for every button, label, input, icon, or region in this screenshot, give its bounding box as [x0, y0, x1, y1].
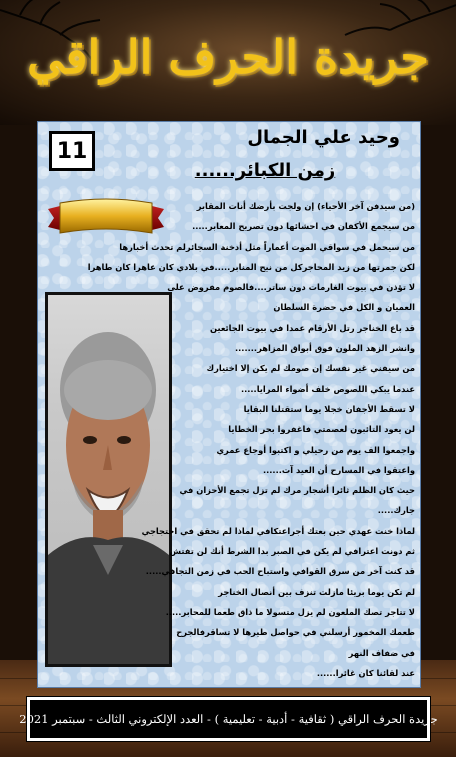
poem-verse-line: العميان و الكل في حضرة السلطان	[273, 302, 415, 313]
poem-verse-line: من سيجمع الأكفان في احشائها دون تصريح المعابر.....	[192, 221, 415, 232]
poem-verse-line: لا تؤذن في بيوت الغارمات دون ساتر....فالصوم مفروض على	[167, 282, 415, 293]
poem-verse-line: قد كنت آخر من سرق القوافي واستباح الحب في زمن التجافي.....	[145, 566, 415, 577]
poem-verse-line: في ضفاف النهر	[348, 647, 415, 658]
page-number: 11	[49, 131, 95, 171]
poem-verse-line: عند لقائنا كان غائرا......	[316, 667, 415, 678]
poem-verse-line: من سيفني غير نفسك إن صومك لم يكن إلا اختيارك	[206, 363, 415, 374]
poem-verse-line: لم تكن يوما بريئا مازلت تنزف بين أنصال الخناجر	[218, 586, 415, 597]
poem-verse-line: لا تتاجر تصك الملعون لم يزل متسولا ما ذاق طعما للمحابر.....	[165, 606, 415, 617]
poem-verse-line: طعمك المخمور أرسلني في حواصل طيرها لا تساقرفالجرح	[176, 627, 415, 638]
poem-verse-line: قد باع الخناجر رتل الأرقام عمدا في بيوت الجائعين	[210, 322, 415, 333]
poem-verse-line: ثم دونت اعترافي لم يكن في الصبر بدا الشرط أنك لن تفتش	[169, 546, 415, 557]
footer-text: جريدة الحرف الراقي ( ثقافية - أدبية - تعليمية ) - العدد الإلكتروني الثالث - سبتمبر 2021	[19, 712, 438, 726]
poem-title: زمن الكبائر......	[194, 160, 336, 181]
poem-verse-line: وانشر الزهد الملون فوق أبواق المزاهر.......	[235, 343, 415, 354]
poem-verse-line: حيث كان الظلم ثائرا أشجار مرك لم تزل تجمع الأحزان في	[179, 485, 415, 496]
newspaper-masthead: جريدة الحرف الراقي	[27, 30, 429, 84]
poem-verse-line: من سيحمل في سواقي الموت أعماراً مثل أدخنة السجائرلم تحدث أخبارها	[119, 241, 415, 252]
poem-verse-line: جارك.....	[377, 505, 415, 516]
footer-bar	[19, 697, 438, 741]
author-name: وحيد علي الجمال	[247, 127, 400, 148]
poem-verse-line: عندما يبكي اللصوص خلف أضواء المرايا.....	[240, 383, 415, 394]
poem-verse-line: واعتقوا في المسارح أن العيد آت......	[262, 464, 415, 475]
poem-verse-line: (من سيدفن آخر الأحياء) إن ولجت بأرضك أنات المقابر	[196, 201, 415, 211]
poem-verse-line: لكن جمرتها من زيد المحاجركل من نيح المنابر.....في بلادي كان عاهرا كان طاهرا	[87, 261, 415, 272]
poem-verse-line: واجمعوا الف يوم من رحيلي و اكتبوا أوجاع عمري	[216, 444, 415, 455]
poem-verse-line: لن يعود التائبون لعصمتي فاغفروا بحر الخطايا	[228, 424, 415, 435]
poem-verse-line: لماذا خنت عهدي حين بعتك أجراعتكافي لماذا لم تحقق في احتجاجي	[141, 525, 415, 536]
poem-verse-line: لا تسقط الأجفان خجلا يوما ستقتلنا البقايا	[243, 403, 415, 414]
poem-body	[85, 196, 415, 683]
